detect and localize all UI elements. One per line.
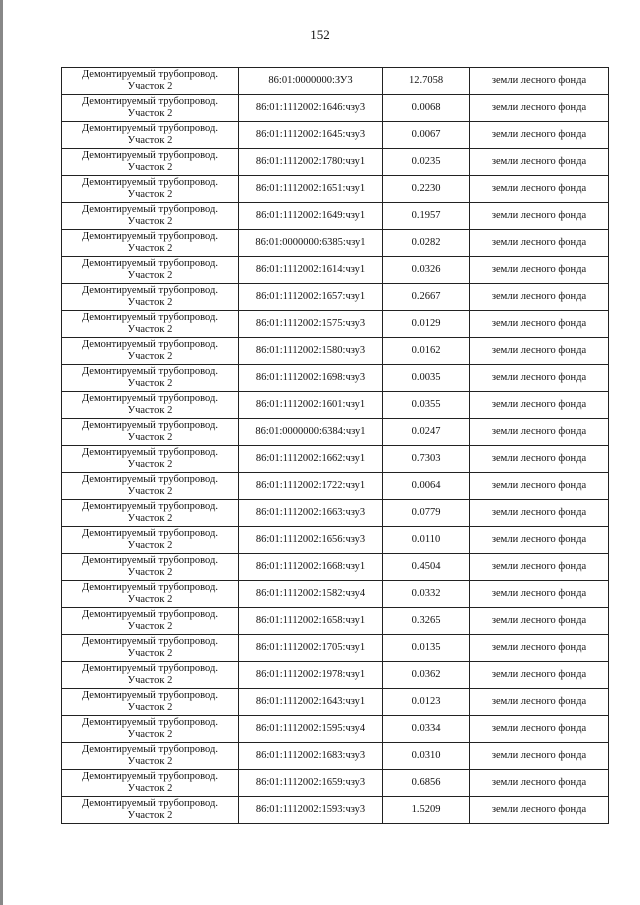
land-category: земли лесного фонда — [470, 662, 609, 689]
cadastral-number: 86:01:0000000:6385:чзу1 — [239, 230, 383, 257]
cadastral-number: 86:01:1112002:1580:чзу3 — [239, 338, 383, 365]
land-category: земли лесного фонда — [470, 176, 609, 203]
table-row — [62, 581, 609, 608]
object-name: Демонтируемый трубопровод. — [82, 690, 218, 701]
section-label: Участок 2 — [127, 540, 173, 551]
object-name-cell — [62, 743, 239, 770]
section-label: Участок 2 — [127, 135, 173, 146]
area-value: 0.2667 — [383, 284, 470, 311]
object-name-cell — [62, 176, 239, 203]
section-label: Участок 2 — [127, 432, 173, 443]
table-row — [62, 608, 609, 635]
object-name: Демонтируемый трубопровод. — [82, 393, 218, 404]
cadastral-number: 86:01:0000000:ЗУ3 — [239, 68, 383, 95]
table-row — [62, 203, 609, 230]
object-name-cell — [62, 203, 239, 230]
area-value: 0.0779 — [383, 500, 470, 527]
cadastral-number: 86:01:1112002:1601:чзу1 — [239, 392, 383, 419]
land-category: земли лесного фонда — [470, 635, 609, 662]
table-row — [62, 284, 609, 311]
cadastral-number: 86:01:1112002:1645:чзу3 — [239, 122, 383, 149]
area-value: 0.6856 — [383, 770, 470, 797]
cadastral-number: 86:01:1112002:1649:чзу1 — [239, 203, 383, 230]
table-row — [62, 635, 609, 662]
table-row — [62, 68, 609, 95]
area-value: 1.5209 — [383, 797, 470, 824]
area-value: 0.0332 — [383, 581, 470, 608]
object-name: Демонтируемый трубопровод. — [82, 312, 218, 323]
object-name-cell — [62, 230, 239, 257]
section-label: Участок 2 — [127, 594, 173, 605]
object-name-cell — [62, 527, 239, 554]
cadastral-number: 86:01:1112002:1657:чзу1 — [239, 284, 383, 311]
page-number: 152 — [310, 27, 330, 42]
cadastral-number: 86:01:1112002:1683:чзу3 — [239, 743, 383, 770]
table-row — [62, 149, 609, 176]
section-label: Участок 2 — [127, 108, 173, 119]
object-name: Демонтируемый трубопровод. — [82, 744, 218, 755]
table-row — [62, 716, 609, 743]
area-value: 0.4504 — [383, 554, 470, 581]
table-row — [62, 365, 609, 392]
area-value: 0.0162 — [383, 338, 470, 365]
section-label: Участок 2 — [127, 243, 173, 254]
area-value: 0.0067 — [383, 122, 470, 149]
table-row — [62, 446, 609, 473]
area-value: 0.1957 — [383, 203, 470, 230]
section-label: Участок 2 — [127, 378, 173, 389]
table-row — [62, 527, 609, 554]
land-category: земли лесного фонда — [470, 338, 609, 365]
land-category: земли лесного фонда — [470, 149, 609, 176]
table-row — [62, 419, 609, 446]
section-label: Участок 2 — [127, 648, 173, 659]
land-category: земли лесного фонда — [470, 797, 609, 824]
object-name-cell — [62, 797, 239, 824]
object-name: Демонтируемый трубопровод. — [82, 582, 218, 593]
section-label: Участок 2 — [127, 756, 173, 767]
object-name-cell — [62, 338, 239, 365]
table-row — [62, 176, 609, 203]
cadastral-number: 86:01:1112002:1698:чзу3 — [239, 365, 383, 392]
land-category: земли лесного фонда — [470, 500, 609, 527]
land-category: земли лесного фонда — [470, 581, 609, 608]
object-name-cell — [62, 635, 239, 662]
area-value: 0.0123 — [383, 689, 470, 716]
section-label: Участок 2 — [127, 459, 173, 470]
object-name: Демонтируемый трубопровод. — [82, 609, 218, 620]
object-name: Демонтируемый трубопровод. — [82, 501, 218, 512]
area-value: 0.0035 — [383, 365, 470, 392]
section-label: Участок 2 — [127, 621, 173, 632]
object-name-cell — [62, 311, 239, 338]
scan-left-border — [0, 0, 3, 905]
land-category: земли лесного фонда — [470, 311, 609, 338]
area-value: 0.0326 — [383, 257, 470, 284]
area-value: 0.0310 — [383, 743, 470, 770]
section-label: Участок 2 — [127, 513, 173, 524]
cadastral-number: 86:01:0000000:6384:чзу1 — [239, 419, 383, 446]
area-value: 12.7058 — [383, 68, 470, 95]
cadastral-number: 86:01:1112002:1662:чзу1 — [239, 446, 383, 473]
cadastral-number: 86:01:1112002:1658:чзу1 — [239, 608, 383, 635]
section-label: Участок 2 — [127, 486, 173, 497]
object-name-cell — [62, 473, 239, 500]
object-name-cell — [62, 419, 239, 446]
object-name: Демонтируемый трубопровод. — [82, 231, 218, 242]
section-label: Участок 2 — [127, 324, 173, 335]
object-name: Демонтируемый трубопровод. — [82, 204, 218, 215]
table-row — [62, 230, 609, 257]
table-row — [62, 662, 609, 689]
area-value: 0.0247 — [383, 419, 470, 446]
cadastral-number: 86:01:1112002:1646:чзу3 — [239, 95, 383, 122]
object-name-cell — [62, 554, 239, 581]
land-category: земли лесного фонда — [470, 95, 609, 122]
section-label: Участок 2 — [127, 729, 173, 740]
area-value: 0.2230 — [383, 176, 470, 203]
land-category: земли лесного фонда — [470, 770, 609, 797]
object-name: Демонтируемый трубопровод. — [82, 123, 218, 134]
table-row — [62, 743, 609, 770]
table-row — [62, 473, 609, 500]
object-name: Демонтируемый трубопровод. — [82, 636, 218, 647]
section-label: Участок 2 — [127, 216, 173, 227]
land-category: земли лесного фонда — [470, 527, 609, 554]
section-label: Участок 2 — [127, 810, 173, 821]
area-value: 0.0235 — [383, 149, 470, 176]
section-label: Участок 2 — [127, 675, 173, 686]
section-label: Участок 2 — [127, 405, 173, 416]
section-label: Участок 2 — [127, 189, 173, 200]
object-name: Демонтируемый трубопровод. — [82, 285, 218, 296]
land-category: земли лесного фонда — [470, 743, 609, 770]
object-name-cell — [62, 662, 239, 689]
land-category: земли лесного фонда — [470, 257, 609, 284]
cadastral-number: 86:01:1112002:1651:чзу1 — [239, 176, 383, 203]
area-value: 0.0362 — [383, 662, 470, 689]
object-name-cell — [62, 95, 239, 122]
object-name: Демонтируемый трубопровод. — [82, 663, 218, 674]
table-row — [62, 797, 609, 824]
object-name-cell — [62, 68, 239, 95]
land-category: земли лесного фонда — [470, 392, 609, 419]
area-value: 0.0334 — [383, 716, 470, 743]
object-name: Демонтируемый трубопровод. — [82, 798, 218, 809]
cadastral-number: 86:01:1112002:1780:чзу1 — [239, 149, 383, 176]
section-label: Участок 2 — [127, 702, 173, 713]
land-category: земли лесного фонда — [470, 473, 609, 500]
area-value: 0.7303 — [383, 446, 470, 473]
land-category: земли лесного фонда — [470, 446, 609, 473]
land-category: земли лесного фонда — [470, 365, 609, 392]
object-name: Демонтируемый трубопровод. — [82, 771, 218, 782]
cadastral-number: 86:01:1112002:1978:чзу1 — [239, 662, 383, 689]
table-row — [62, 95, 609, 122]
object-name: Демонтируемый трубопровод. — [82, 366, 218, 377]
cadastral-number: 86:01:1112002:1722:чзу1 — [239, 473, 383, 500]
object-name: Демонтируемый трубопровод. — [82, 150, 218, 161]
land-category: земли лесного фонда — [470, 419, 609, 446]
object-name-cell — [62, 392, 239, 419]
land-category: земли лесного фонда — [470, 230, 609, 257]
object-name: Демонтируемый трубопровод. — [82, 258, 218, 269]
cadastral-number: 86:01:1112002:1593:чзу3 — [239, 797, 383, 824]
area-value: 0.0068 — [383, 95, 470, 122]
object-name: Демонтируемый трубопровод. — [82, 339, 218, 350]
table-row — [62, 392, 609, 419]
cadastral-number: 86:01:1112002:1705:чзу1 — [239, 635, 383, 662]
object-name-cell — [62, 608, 239, 635]
object-name-cell — [62, 122, 239, 149]
object-name: Демонтируемый трубопровод. — [82, 69, 218, 80]
table-row — [62, 338, 609, 365]
area-value: 0.0282 — [383, 230, 470, 257]
area-value: 0.0064 — [383, 473, 470, 500]
area-value: 0.0355 — [383, 392, 470, 419]
table-row — [62, 554, 609, 581]
object-name-cell — [62, 716, 239, 743]
land-category: земли лесного фонда — [470, 203, 609, 230]
land-category: земли лесного фонда — [470, 716, 609, 743]
land-category: земли лесного фонда — [470, 554, 609, 581]
section-label: Участок 2 — [127, 270, 173, 281]
cadastral-number: 86:01:1112002:1595:чзу4 — [239, 716, 383, 743]
area-value: 0.0135 — [383, 635, 470, 662]
object-name: Демонтируемый трубопровод. — [82, 528, 218, 539]
object-name-cell — [62, 500, 239, 527]
object-name-cell — [62, 149, 239, 176]
cadastral-number: 86:01:1112002:1659:чзу3 — [239, 770, 383, 797]
land-category: земли лесного фонда — [470, 68, 609, 95]
object-name: Демонтируемый трубопровод. — [82, 555, 218, 566]
area-value: 0.0110 — [383, 527, 470, 554]
cadastral-number: 86:01:1112002:1656:чзу3 — [239, 527, 383, 554]
section-label: Участок 2 — [127, 783, 173, 794]
object-name-cell — [62, 770, 239, 797]
object-name: Демонтируемый трубопровод. — [82, 717, 218, 728]
section-label: Участок 2 — [127, 81, 173, 92]
table-body — [62, 68, 609, 824]
object-name-cell — [62, 284, 239, 311]
land-category: земли лесного фонда — [470, 284, 609, 311]
object-name-cell — [62, 581, 239, 608]
cadastral-number: 86:01:1112002:1663:чзу3 — [239, 500, 383, 527]
land-category: земли лесного фонда — [470, 122, 609, 149]
object-name: Демонтируемый трубопровод. — [82, 474, 218, 485]
object-name: Демонтируемый трубопровод. — [82, 177, 218, 188]
object-name-cell — [62, 365, 239, 392]
object-name: Демонтируемый трубопровод. — [82, 420, 218, 431]
table-row — [62, 500, 609, 527]
table-row — [62, 257, 609, 284]
section-label: Участок 2 — [127, 297, 173, 308]
table-row — [62, 311, 609, 338]
cadastral-number: 86:01:1112002:1643:чзу1 — [239, 689, 383, 716]
table-row — [62, 770, 609, 797]
cadastral-number: 86:01:1112002:1614:чзу1 — [239, 257, 383, 284]
land-category: земли лесного фонда — [470, 608, 609, 635]
section-label: Участок 2 — [127, 351, 173, 362]
area-value: 0.0129 — [383, 311, 470, 338]
cadastral-number: 86:01:1112002:1575:чзу3 — [239, 311, 383, 338]
object-name: Демонтируемый трубопровод. — [82, 96, 218, 107]
table-row — [62, 122, 609, 149]
object-name-cell — [62, 446, 239, 473]
object-name: Демонтируемый трубопровод. — [82, 447, 218, 458]
section-label: Участок 2 — [127, 567, 173, 578]
table-row — [62, 689, 609, 716]
section-label: Участок 2 — [127, 162, 173, 173]
area-value: 0.3265 — [383, 608, 470, 635]
cadastral-number: 86:01:1112002:1668:чзу1 — [239, 554, 383, 581]
land-plots-table — [61, 67, 609, 824]
object-name-cell — [62, 257, 239, 284]
object-name-cell — [62, 689, 239, 716]
land-category: земли лесного фонда — [470, 689, 609, 716]
cadastral-number: 86:01:1112002:1582:чзу4 — [239, 581, 383, 608]
